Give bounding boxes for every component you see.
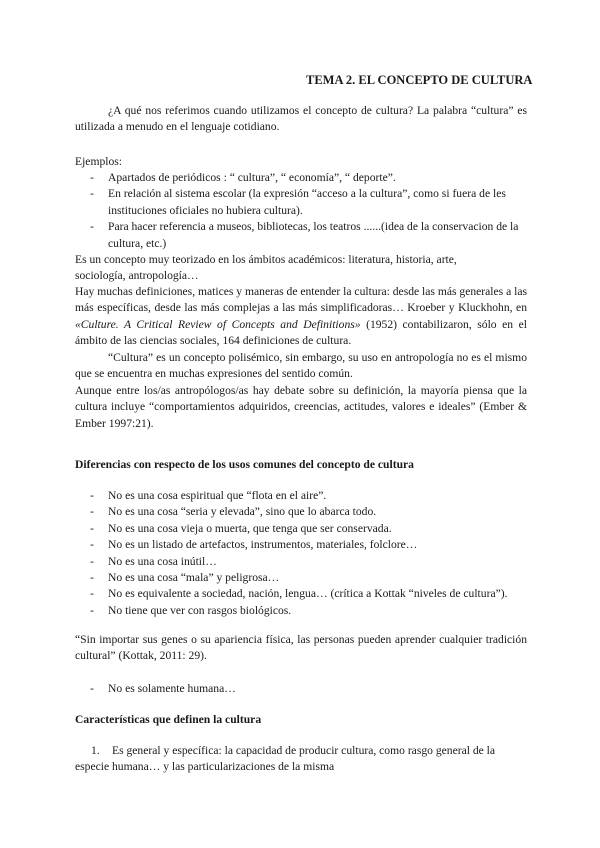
list-item: - En relación al sistema escolar (la expresión “acceso a la cultura”, como si fuera de les instituciones oficiales no hubiera cultura).	[75, 186, 527, 219]
definitions-text: Hay muchas definiciones, matices y maneras de entender la cultura: desde las más generales a las más específicas, desde las más complejas a las más simplificadoras… Kroeber y Kluckhohn, en	[75, 285, 527, 315]
numbered-item	[75, 743, 527, 776]
definitions-paragraph	[75, 284, 527, 350]
examples-list	[75, 170, 527, 252]
academic-paragraph: Es un concepto muy teorizado en los ámbitos académicos: literatura, historia, arte, sociología, antropología…	[75, 253, 457, 283]
differences-heading: Diferencias con respecto de los usos comunes del concepto de cultura	[75, 458, 414, 471]
list-item: - No es una cosa “seria y elevada”, sino que lo abarca todo.	[75, 504, 527, 520]
list-item: - No es un listado de artefactos, instrumentos, materiales, folclore…	[75, 537, 527, 553]
intro-paragraph: ¿A qué nos referimos cuando utilizamos el concepto de cultura? La palabra “cultura” es utilizada a menudo en el lenguaje cotidiano.	[75, 104, 527, 134]
characteristics-list	[75, 743, 527, 776]
list-item: - No tiene que ver con rasgos biológicos.	[75, 603, 527, 619]
polysemic-paragraph: “Cultura” es un concepto polisémico, sin embargo, su uso en antropología no es el mismo que se encuentra en muchas expresiones del sentido común.	[75, 351, 527, 381]
page-title: TEMA 2. EL CONCEPTO DE CULTURA	[306, 73, 533, 87]
book-title: «Culture. A Critical Review of Concepts and Definitions»	[75, 317, 361, 331]
characteristics-heading: Características que definen la cultura	[75, 713, 262, 726]
definitions-text-end: (1952) contabilizaron, sólo en el ámbito de las ciencias sociales, 164 definiciones de cultura.	[75, 317, 527, 348]
not-human-list	[75, 681, 527, 697]
list-item: - No es una cosa vieja o muerta, que tenga que ser conservada.	[75, 521, 527, 537]
list-item: - Para hacer referencia a museos, bibliotecas, los teatros ......(idea de la conservacion de la cultura, etc.)	[75, 219, 527, 252]
list-item: - Apartados de periódicos : “ cultura”, “ economía”, “ deporte”.	[75, 170, 527, 186]
list-item: - No es equivalente a sociedad, nación, lengua… (crítica a Kottak “niveles de cultura”).	[75, 586, 527, 602]
list-item: - No es una cosa espiritual que “flota en el aire”.	[75, 488, 527, 504]
list-item: - No es solamente humana…	[75, 681, 527, 697]
item-text: Es general y específica: la capacidad de producir cultura, como rasgo general de la especie humana… y las particularizaciones de la misma	[75, 744, 496, 774]
list-item: - No es una cosa “mala” y peligrosa…	[75, 570, 527, 586]
item-number: 1.	[91, 744, 100, 757]
differences-list	[75, 488, 527, 619]
list-item: - No es una cosa inútil…	[75, 554, 527, 570]
anthropologists-paragraph: Aunque entre los/as antropólogos/as hay debate sobre su definición, la mayoría piensa que la cultura incluye “comportamientos adquiridos, creencias, actitudes, valores e ideales” (Ember & Ember 1997:21).	[75, 384, 527, 430]
kottak-quote: “Sin importar sus genes o su apariencia física, las personas pueden aprender cualquier tradición cultural” (Kottak, 2011: 29).	[75, 633, 527, 663]
examples-label: Ejemplos:	[75, 155, 123, 168]
